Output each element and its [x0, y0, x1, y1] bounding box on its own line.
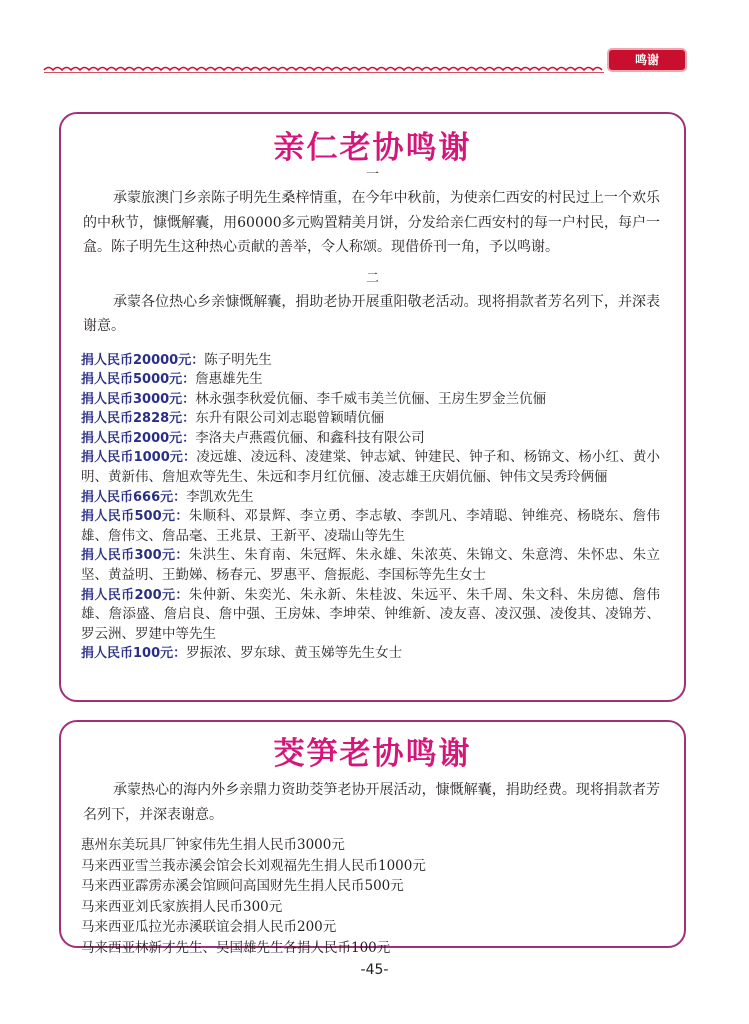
donor-names: 李凯欢先生	[186, 488, 254, 505]
donation-amount-label: 捐人民币666元：	[81, 489, 187, 505]
donation-list	[81, 351, 660, 665]
donation-amount-label: 捐人民币500元：	[81, 509, 189, 525]
donor-entry: 马来西亚雪兰莪赤溪会馆会长刘观福先生捐人民币1000元	[81, 857, 426, 874]
donation-amount-label: 捐人民币1000元：	[81, 450, 197, 466]
donor-entry: 马来西亚刘氏家族捐人民币300元	[81, 898, 283, 915]
donor-entry: 马来西亚林新才先生、吴国雄先生各捐人民币100元	[81, 939, 391, 956]
donor-names: 李洛夫卢燕霞伉俪、和鑫科技有限公司	[195, 429, 425, 446]
donation-amount-label: 捐人民币20000元：	[81, 352, 205, 368]
donation-amount-label: 捐人民币200元：	[81, 587, 189, 603]
donor-entry: 马来西亚瓜拉光赤溪联谊会捐人民币200元	[81, 919, 337, 935]
donation-amount-label: 捐人民币100元：	[81, 646, 187, 662]
page-number: -45-	[360, 962, 389, 978]
donation-amount-label: 捐人民币3000元：	[81, 391, 196, 407]
part-number-1: 一	[365, 167, 379, 182]
donor-names: 凌远雄、凌远科、凌建棠、钟志斌、钟建民、钟子和、杨锦文、杨小红、黄小明、黄新伟、詹旭欢等先生、朱远和李月红伉俪、凌志雄王庆娟伉俪、钟伟文吴秀玲俩俪	[81, 449, 660, 486]
donation-entry	[81, 644, 660, 664]
donor-entry: 惠州东美玩具厂钟家伟先生捐人民币3000元	[81, 837, 345, 853]
donor-list	[81, 835, 660, 958]
donation-entry	[81, 429, 660, 449]
part-number-2: 二	[365, 270, 379, 286]
donor-names: 詹惠雄先生	[195, 371, 263, 388]
donor-entry: 马来西亚霹雳赤溪会馆顾问高国财先生捐人民币500元	[81, 878, 404, 894]
donor-names: 朱仲新、朱奕光、朱永新、朱桂波、朱远平、朱千周、朱文科、朱房德、詹伟雄、詹添盛、詹启良、詹中强、王房妹、李坤荣、钟维新、凌友喜、凌汉强、凌俊其、凌锦芳、罗云洲、罗建中等先生	[81, 586, 661, 642]
donation-entry	[81, 351, 660, 371]
donor-names: 东升有限公司刘志聪曾颖晴伉俪	[195, 410, 385, 427]
donation-amount-label: 捐人民币2000元：	[81, 430, 196, 446]
donor-names: 朱顺科、邓景辉、李立勇、李志敏、李凯凡、李靖聪、钟维亮、杨晓东、詹伟雄、詹伟文、詹品毫、王兆景、王新平、凌瑞山等先生	[81, 508, 661, 544]
section-tab-label: 鸣谢	[607, 48, 687, 72]
paragraph-1: 承蒙旅澳门乡亲陈子明先生桑梓情重，在今年中秋前，为使亲仁西安的村民过上一个欢乐的中秋节，慷慨解囊，用60000多元购置精美月饼，分发给亲仁西安村的每一户村民，每户一盒。陈子明先生这种热心贡献的善举，令人称颂。现借侨刊一角，予以鸣谢。	[83, 190, 660, 255]
paragraph-2: 承蒙各位热心乡亲慷慨解囊，捐助老协开展重阳敬老活动。现将捐款者芳名列下，并深表谢意。	[83, 293, 660, 334]
donation-entry	[81, 507, 660, 546]
donation-entry	[81, 370, 660, 390]
donation-entry	[81, 390, 660, 410]
donation-entry	[81, 448, 660, 487]
donor-names: 朱洪生、朱育南、朱冠辉、朱永雄、朱浓英、朱锦文、朱意湾、朱怀忠、朱立坚、黄益明、王勤娣、杨春元、罗惠平、詹振彪、李国标等先生女士	[81, 547, 661, 584]
qinren-association-panel	[59, 112, 686, 702]
donation-entry	[81, 409, 660, 429]
donor-names: 陈子明先生	[204, 351, 272, 368]
donor-names: 林永强李秋爱伉俪、李千威韦美兰伉俪、王房生罗金兰伉俪	[195, 390, 547, 407]
section-title: 茭笋老协鸣谢	[273, 736, 472, 772]
donor-names: 罗振浓、罗东球、黄玉娣等先生女士	[186, 645, 403, 662]
donation-entry	[81, 586, 660, 645]
donation-amount-label: 捐人民币300元：	[81, 548, 189, 564]
intro-paragraph: 承蒙热心的海内外乡亲鼎力资助茭笋老协开展活动，慷慨解囊，捐助经费。现将捐款者芳名列下，并深表谢意。	[83, 782, 660, 823]
donation-entry	[81, 488, 660, 508]
donation-entry	[81, 546, 660, 585]
donation-amount-label: 捐人民币2828元：	[81, 411, 196, 427]
decorative-wave-line	[0, 56, 605, 76]
donation-amount-label: 捐人民币5000元：	[81, 372, 196, 388]
jiaosun-association-panel	[59, 720, 686, 956]
section-title: 亲仁老协鸣谢	[273, 130, 472, 166]
